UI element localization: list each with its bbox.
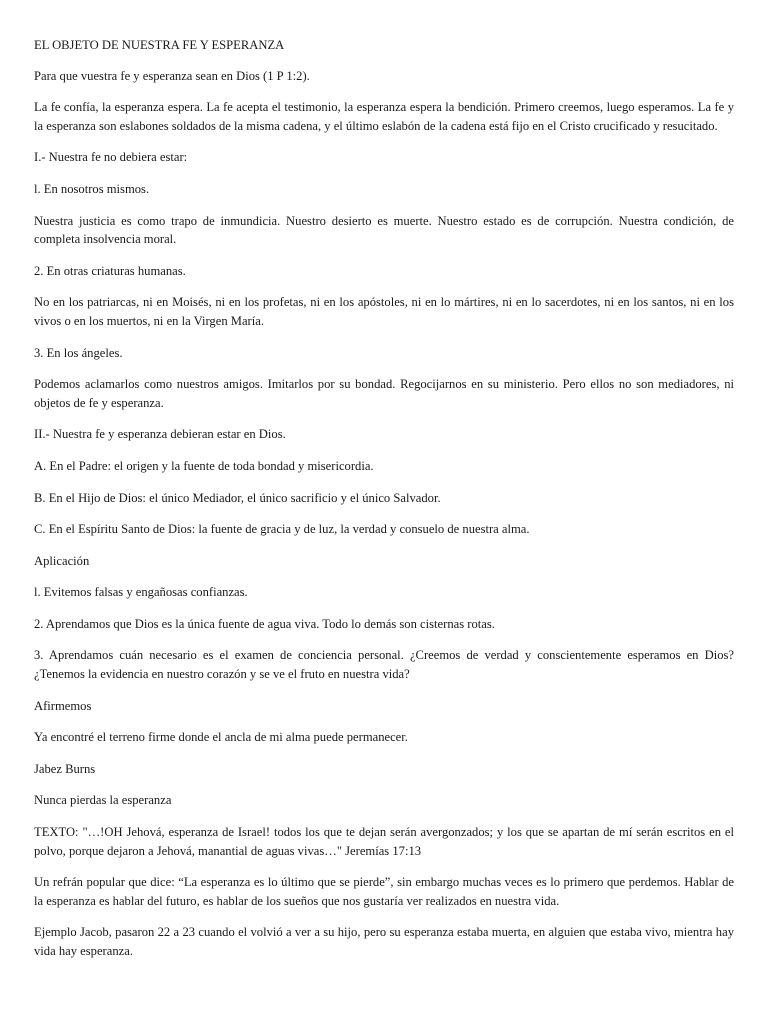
list-item: B. En el Hijo de Dios: el único Mediador, el único sacrificio y el único Salvador.: [34, 490, 441, 505]
paragraph-text: Ejemplo Jacob, pasaron 22 a 23 cuando el volvió a ver a su hijo, pero su esperanza estaba muerta, en alguien que estaba vivo, mientra hay vida hay esperanza.: [34, 925, 734, 958]
list-item: 3. Aprendamos cuán necesario es el examen de conciencia personal. ¿Creemos de verdad y conscientemente esperamos en Dios? ¿Tenemos la evidencia en nuestro corazón y se ve el fruto en nuestra vida?: [34, 648, 734, 682]
section-heading: I.- Nuestra fe no debiera estar:: [34, 150, 188, 165]
document-title: EL OBJETO DE NUESTRA FE Y ESPERANZA: [34, 38, 285, 52]
paragraph-text: Para que vuestra fe y esperanza sean en Dios (1 P 1:2).: [34, 68, 310, 83]
paragraph-text: TEXTO: "…!OH Jehová, esperanza de Israel! todos los que te dejan serán avergonzados; y los que se apartan de mí serán escritos en el polvo, porque dejaron a Jehová, manantial de aguas vivas…" Jeremías 17:13: [34, 825, 734, 858]
author-name: Jabez Burns: [34, 761, 96, 776]
paragraph-text: No en los patriarcas, ni en Moisés, ni en los profetas, ni en los apóstoles, ni en lo mártires, ni en lo sacerdotes, ni en los santos, ni en los vivos o en los muertos, ni en la Virgen María.: [34, 295, 734, 328]
paragraph-text: Nuestra justicia es como trapo de inmundicia. Nuestro desierto es muerte. Nuestro estado es de corrupción. Nuestra condición, de completa insolvencia moral.: [34, 213, 734, 247]
list-item: l. Evitemos falsas y engañosas confianzas.: [34, 585, 248, 600]
list-item: A. En el Padre: el origen y la fuente de toda bondad y misericordia.: [34, 458, 374, 473]
paragraph-text: Ya encontré el terreno firme donde el ancla de mi alma puede permanecer.: [34, 730, 408, 745]
section-heading: Afirmemos: [34, 698, 92, 713]
list-item: 2. En otras criaturas humanas.: [34, 263, 186, 278]
list-item: l. En nosotros mismos.: [34, 181, 150, 196]
section-heading: II.- Nuestra fe y esperanza debieran estar en Dios.: [34, 427, 286, 442]
list-item: 2. Aprendamos que Dios es la única fuente de agua viva. Todo lo demás son cisternas rotas.: [34, 616, 495, 631]
paragraph-text: Un refrán popular que dice: “La esperanza es lo último que se pierde”, sin embargo muchas veces es lo primero que perdemos. Hablar de la esperanza es hablar del futuro, es hablar de los sueños que nos gustaría ver realizados en nuestra vida.: [34, 875, 734, 908]
section-title: Nunca pierdas la esperanza: [34, 793, 172, 808]
list-item: 3. En los ángeles.: [34, 345, 123, 360]
section-heading: Aplicación: [34, 553, 90, 568]
list-item: C. En el Espíritu Santo de Dios: la fuente de gracia y de luz, la verdad y consuelo de nuestra alma.: [34, 522, 530, 537]
paragraph-text: La fe confía, la esperanza espera. La fe acepta el testimonio, la esperanza espera la bendición. Primero creemos, luego esperamos. La fe y la esperanza son eslabones soldados de la misma cadena, y el último eslabón de la cadena está fijo en el Cristo crucificado y resucitado.: [34, 100, 734, 133]
paragraph-text: Podemos aclamarlos como nuestros amigos. Imitarlos por su bondad. Regocijarnos en su ministerio. Pero ellos no son mediadores, ni objetos de fe y esperanza.: [34, 377, 734, 410]
